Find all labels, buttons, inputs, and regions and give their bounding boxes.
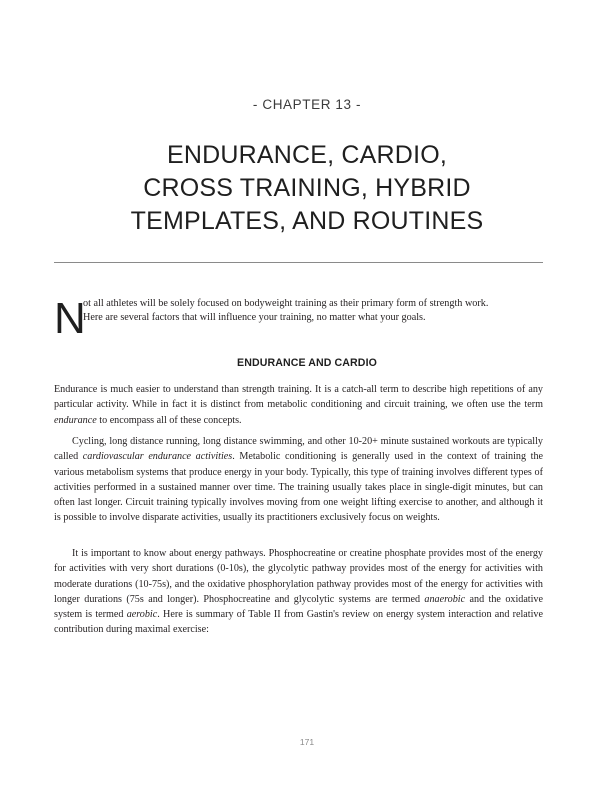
paragraph-text: to encompass all of these concepts. xyxy=(96,414,242,426)
paragraph-text: . Here is summary of Table II from Gastin's review on energy system interaction and relative contribution during maximal exercise: xyxy=(54,609,543,636)
paragraph-text: It is important to know about energy pathways. Phosphocreatine or creatine phosphate provides most of the energy for activities with very short durations (0-10s), the glycolytic pathway provides most of the energy for activities with moderate durations (10-75s), and the oxidative phosphorylation pathway provides most of the energy for activities with longer durations (75s and longer). Phosphocreatine and glycolytic systems are termed xyxy=(54,548,543,605)
intro-line: ot all athletes will be solely focused on bodyweight training as their primary form of strength work. xyxy=(83,298,489,309)
title-divider xyxy=(54,262,543,263)
emphasis-text: anaerobic xyxy=(424,593,466,605)
body-paragraph xyxy=(54,434,543,526)
paragraph-text: Cycling, long distance running, long distance swimming, and other 10-20+ minute sustained workouts are typically called xyxy=(54,436,543,463)
paragraph-text: Endurance is much easier to understand than strength training. It is a catch-all term to describe high repetitions of any particular activity. While in fact it is distinct from metabolic conditioning and circuit training, we often use the term xyxy=(54,384,543,411)
paragraph-text: . Metabolic conditioning is generally used in the context of training the various metabolism systems that produce energy in your body. Typically, this type of training involves different types of activities performed in a sustained manner over time. The training usually takes place in single-digit minutes, but can often last longer. Circuit training typically involves moving from one weight lifting exercise to another, and although it is possible to involve disparate activities, usually its practitioners exclusively focus on weights. xyxy=(54,451,543,524)
chapter-title xyxy=(0,139,614,238)
chapter-title-line: TEMPLATES, AND ROUTINES xyxy=(130,207,484,235)
intro-line: Here are several factors that will influence your training, no matter what your goals. xyxy=(83,312,426,323)
paragraph-text: and the oxidative system is termed xyxy=(54,593,543,620)
emphasis-text: aerobic xyxy=(126,609,158,620)
body-paragraph xyxy=(54,382,543,428)
chapter-title-line: CROSS TRAINING, HYBRID xyxy=(143,174,471,202)
emphasis-text: endurance xyxy=(54,414,97,426)
chapter-title-line: ENDURANCE, CARDIO, xyxy=(166,141,448,169)
section-heading: ENDURANCE AND CARDIO xyxy=(237,357,377,369)
intro-paragraph xyxy=(54,294,543,343)
page-number: 171 xyxy=(299,737,315,747)
emphasis-text: cardiovascular endurance activities xyxy=(82,451,233,463)
body-paragraph xyxy=(54,546,543,638)
drop-cap: N xyxy=(54,294,86,343)
chapter-number-label: - CHAPTER 13 - xyxy=(252,97,362,112)
